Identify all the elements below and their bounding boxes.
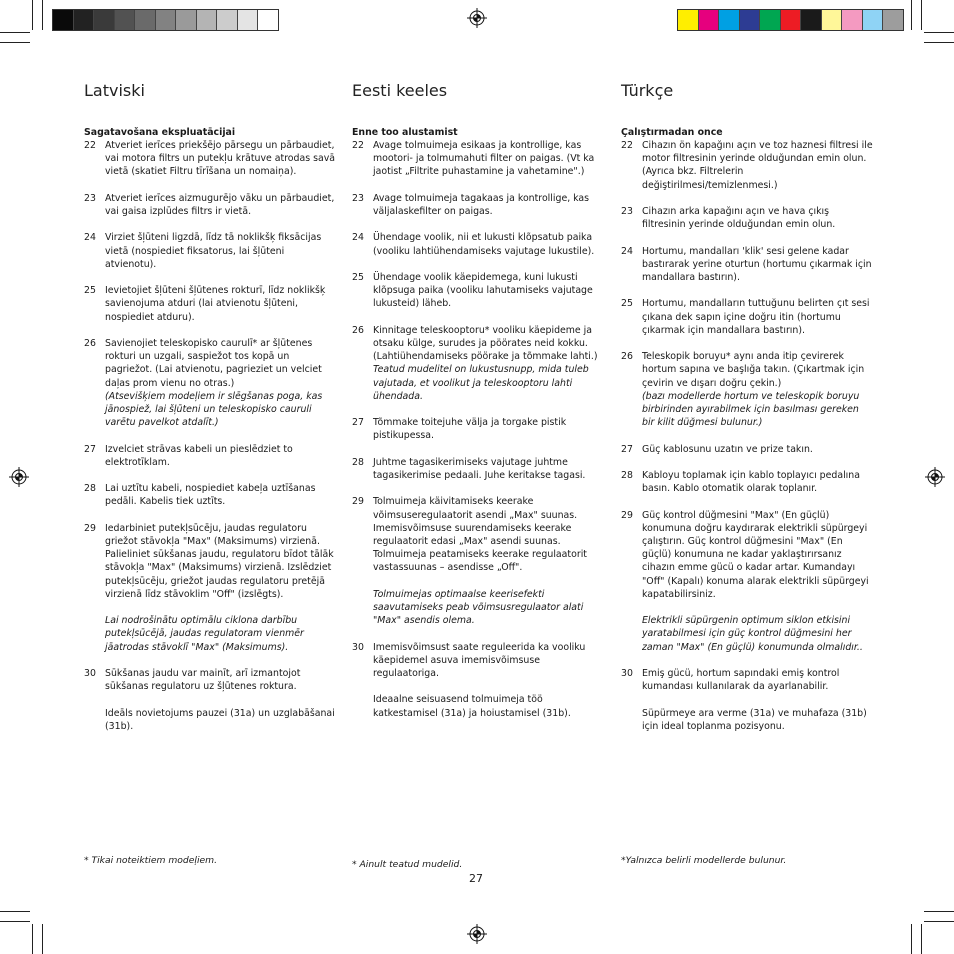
- step-text: Ideaalne seisuasend tolmuimeja töö katkestamisel (31a) ja hoiustamisel (31b).: [373, 694, 571, 719]
- crop-mark-top-right-v: [921, 0, 922, 30]
- color-swatch: [863, 10, 884, 30]
- step-number: 30: [352, 641, 364, 653]
- step-number: 30: [84, 667, 96, 679]
- crop-mark-bottom-left-h2: [0, 911, 30, 912]
- step-note: (bazı modellerde hortum ve teleskopik boruyu birbirinden ayırabilmek için basılması gereken bir kilit düğmesi bulunur.): [642, 390, 860, 429]
- instruction-item: [84, 337, 336, 429]
- crop-mark-top-left-h2: [0, 42, 30, 43]
- instruction-item: [84, 443, 336, 469]
- instruction-item: [84, 231, 336, 271]
- instruction-item: [621, 297, 873, 337]
- step-text: Avage tolmuimeja esikaas ja kontrollige, kas mootori- ja tolmumahuti filter on paigas. (Vt ka jaotist „Filtrite puhastamine ja vahetamine".): [373, 140, 595, 178]
- grayscale-swatch: [156, 10, 177, 30]
- color-swatch: [842, 10, 863, 30]
- step-text: Ievietojiet šļūteni šļūtenes rokturī, līdz noklikšķ savienojuma atduri (lai atvienotu šļūteni, nospiediet atduru).: [105, 285, 326, 323]
- instruction-item: [621, 205, 873, 231]
- step-text: Güç kablosunu uzatın ve prize takın.: [642, 443, 813, 455]
- color-swatch: [801, 10, 822, 30]
- step-text: Süpürmeye ara verme (31a) ve muhafaza (31b) için ideal toplanma pozisyonu.: [642, 707, 867, 732]
- column-latvian: [84, 78, 336, 746]
- step-note: Teatud mudelitel on lukustusnupp, mida tuleb vajutada, et voolikut ja teleskooptoru lahti ühendada.: [373, 364, 589, 402]
- step-number: 24: [84, 232, 96, 244]
- step-text: Teleskopik boruyu* aynı anda itip çevirerek hortum sapına ve başlığa takın. (Çıkartmak için çevirin ve dışarı doğru çekin.): [642, 351, 865, 389]
- step-text: Cihazın arka kapağını açın ve hava çıkış filtresinin yerinde olduğundan emin olun.: [642, 206, 836, 231]
- step-number: 24: [621, 245, 633, 257]
- step-note: Lai nodrošinātu optimālu ciklona darbību putekļsūcējā, jaudas regulatoram vienmēr jāatrodas stāvoklī "Max" (Maksimums).: [105, 615, 304, 653]
- registration-mark-bottom-icon: [467, 924, 487, 944]
- step-number: 26: [84, 337, 96, 349]
- step-text: Lai uztītu kabeli, nospiediet kabeļa uztīšanas pedāli. Kabelis tiek uztīts.: [105, 483, 316, 508]
- instruction-item: [621, 443, 873, 456]
- registration-mark-right-icon: [925, 467, 945, 487]
- step-text: Tõmmake toitejuhe välja ja torgake pistik pistikupessa.: [373, 417, 567, 442]
- step-note: Tolmuimejas optimaalse keerisefekti saavutamiseks peab võimsusregulaator alati "Max" asendis olema.: [373, 588, 584, 627]
- instruction-item: [352, 495, 604, 627]
- instruction-item: [84, 522, 336, 654]
- step-number: 25: [621, 298, 633, 310]
- step-number: 27: [352, 417, 364, 429]
- process-color-bar: [677, 9, 904, 31]
- grayscale-swatch: [217, 10, 238, 30]
- step-number: 25: [352, 271, 364, 283]
- crop-mark-bottom-right-v: [921, 924, 922, 954]
- step-number: 22: [352, 140, 364, 151]
- grayscale-swatch: [94, 10, 115, 30]
- step-number: 22: [84, 140, 96, 151]
- crop-mark-top-right-h: [924, 32, 954, 33]
- step-number: 23: [84, 192, 96, 204]
- step-text: Kabloyu toplamak için kablo toplayıcı pedalına basın. Kablo otomatik olarak toplanır.: [642, 469, 860, 495]
- registration-mark-top-icon: [467, 8, 487, 28]
- step-number: 23: [352, 192, 364, 204]
- step-number: 29: [84, 522, 96, 534]
- grayscale-swatch: [53, 10, 74, 30]
- instruction-item: [84, 667, 336, 733]
- step-number: 23: [621, 206, 633, 217]
- instruction-item: [84, 139, 336, 179]
- column-estonian: [352, 78, 604, 733]
- instruction-item: [352, 456, 604, 482]
- grayscale-swatch: [176, 10, 197, 30]
- step-number: 27: [84, 443, 96, 455]
- instruction-item: [352, 139, 604, 179]
- step-number: 28: [84, 483, 96, 495]
- color-swatch: [740, 10, 761, 30]
- color-swatch: [781, 10, 802, 30]
- instruction-item: [621, 245, 873, 285]
- step-text: Cihazın ön kapağını açın ve toz haznesi filtresi ile motor filtresinin yerinde olduğundan emin olun. (Ayrıca bkz. Filtrelerin değiştirilmesi/temizlenmesi.): [642, 140, 873, 191]
- instruction-item: [621, 469, 873, 495]
- page-number: 27: [469, 872, 483, 885]
- instruction-item: [84, 192, 336, 218]
- step-text: Hortumu, mandalların tuttuğunu belirten çıt sesi çıkana dek sapın içine doğru itin (hortumu çıkarmak için mandallara bastırın).: [642, 298, 870, 336]
- crop-mark-bottom-left-h: [0, 921, 30, 922]
- section-title: Çalıştırmadan once: [621, 127, 723, 138]
- grayscale-swatch: [135, 10, 156, 30]
- step-text: Ühendage voolik, nii et lukusti klõpsatub paika (vooliku lahtiühendamiseks vajutage lukustile).: [373, 232, 595, 257]
- step-text: Atveriet ierīces priekšējo pārsegu un pārbaudiet, vai motora filtrs un putekļu krātuve atrodas savā vietā (skatiet Filtru tīrīšana un nomaiņa).: [105, 140, 336, 178]
- step-text: Juhtme tagasikerimiseks vajutage juhtme tagasikerimise pedaali. Juhe keritakse tagasi.: [373, 456, 586, 481]
- instruction-item: [84, 482, 336, 508]
- section-title: Enne too alustamist: [352, 127, 458, 138]
- grayscale-swatch: [115, 10, 136, 30]
- language-title: Eesti keeles: [352, 81, 448, 100]
- color-swatch: [719, 10, 740, 30]
- step-number: 22: [621, 140, 633, 151]
- crop-mark-bottom-right-h: [924, 921, 954, 922]
- instruction-item: [352, 324, 604, 403]
- step-text: Atveriet ierīces aizmugurējo vāku un pārbaudiet, vai gaisa izplūdes filtrs ir vietā.: [105, 192, 335, 217]
- instruction-list: [621, 139, 873, 733]
- step-note: Elektrikli süpürgenin optimum siklon etkisini yaratabilmesi için güç kontrol düğmesini her zaman "Max" (En güçlü) konumunda olmalıdır..: [642, 615, 863, 653]
- crop-mark-bottom-left-v2: [42, 924, 43, 954]
- color-swatch: [678, 10, 699, 30]
- color-swatch: [699, 10, 720, 30]
- instruction-item: [352, 416, 604, 442]
- step-text: Savienojiet teleskopisko caurulī* ar šļūtenes rokturi un uzgali, saspiežot tos kopā un pagriežot. (Lai atvienotu, pagrieziet un velciet daļas prom vienu no otras.): [105, 337, 322, 389]
- step-text: Tolmuimeja käivitamiseks keerake võimsuseregulaatorit asendi „Max" suunas. Imemisvõimsuse suurendamiseks keerake regulaatorit edasi „Max" asendi suunas. Tolmuimeja peatamiseks keerake regulaatorit vastassuunas – asendisse „Off".: [373, 496, 587, 574]
- step-text: Izvelciet strāvas kabeli un pieslēdziet to elektrotīklam.: [105, 443, 293, 468]
- instruction-list: [352, 139, 604, 720]
- instruction-item: [621, 139, 873, 192]
- crop-mark-top-left-v: [32, 0, 33, 30]
- footnote-estonian: * Ainult teatud mudelid.: [352, 859, 463, 870]
- crop-mark-top-left-v2: [42, 0, 43, 30]
- step-number: 29: [621, 509, 633, 521]
- crop-mark-bottom-right-v2: [911, 924, 912, 954]
- grayscale-color-bar: [52, 9, 279, 31]
- crop-mark-top-right-h2: [924, 42, 954, 43]
- column-turkish: [621, 78, 873, 746]
- language-title: Latviski: [84, 81, 145, 100]
- step-text: Ideāls novietojums pauzei (31a) un uzglabāšanai (31b).: [105, 707, 335, 732]
- step-text: Emiş gücü, hortum sapındaki emiş kontrol kumandası kullanılarak da ayarlanabilir.: [642, 667, 840, 693]
- step-number: 27: [621, 443, 633, 455]
- instruction-item: [621, 509, 873, 654]
- color-swatch: [883, 10, 903, 30]
- step-number: 26: [621, 351, 633, 363]
- step-text: Iedarbiniet putekļsūcēju, jaudas regulatoru griežot stāvokļa "Max" (Maksimums) virzienā. Palieliniet sūkšanas jaudu, regulatoru bīdot tālāk stāvokļa "Max" (Maksimums) virzienā. Izslēdziet putekļsūcēju, griežot jaudas regulatoru pretējā virzienā līdz stāvoklim "Off" (izslēgts).: [105, 522, 334, 600]
- footnote-turkish: *Yalnızca belirli modellerde bulunur.: [621, 855, 787, 866]
- section-title: Sagatavošana ekspluatācijai: [84, 127, 236, 138]
- step-note: (Atsevišķiem modeļiem ir slēgšanas poga, kas jānospiež, lai šļūteni un teleskopisko cauruli varētu pavelkot atdalīt.): [105, 390, 323, 429]
- instruction-list: [84, 139, 336, 733]
- step-number: 29: [352, 496, 364, 508]
- step-text: Imemisvõimsust saate reguleerida ka vooliku käepidemel asuva imemisvõimsuse regulaatoriga.: [373, 641, 586, 679]
- instruction-item: [352, 271, 604, 311]
- instruction-item: [621, 350, 873, 429]
- step-text: Sūkšanas jaudu var mainīt, arī izmantojot sūkšanas regulatoru uz šļūtenes roktura.: [105, 667, 301, 693]
- step-number: 25: [84, 285, 96, 297]
- footnote-latvian: * Tikai noteiktiem modeļiem.: [84, 855, 218, 866]
- instruction-item: [84, 284, 336, 324]
- grayscale-swatch: [258, 10, 278, 30]
- step-number: 30: [621, 667, 633, 679]
- step-text: Avage tolmuimeja tagakaas ja kontrollige, kas väljalaskefilter on paigas.: [373, 192, 590, 217]
- step-text: Kinnitage teleskooptoru* vooliku käepideme ja otsaku külge, surudes ja pöörates neid kokku. (Lahtiühendamiseks pöörake ja tõmmake lahti.): [373, 324, 598, 363]
- color-swatch: [760, 10, 781, 30]
- step-number: 28: [621, 469, 633, 481]
- step-number: 24: [352, 232, 364, 244]
- instruction-item: [352, 231, 604, 257]
- step-number: 28: [352, 456, 364, 468]
- crop-mark-bottom-right-h2: [924, 911, 954, 912]
- registration-mark-left-icon: [9, 467, 29, 487]
- step-text: Güç kontrol düğmesini "Max" (En güçlü) konumuna doğru kaydırarak elektrikli süpürgeyi çalıştırın. Güç kontrol düğmesini "Max" (En güçlü) konumuna ne kadar yaklaştırırsanız cihazın emme gücü o kadar artar. Kumandayı "Off" (Kapalı) konuma alarak elektrikli süpürgeyi kapatabilirsiniz.: [642, 509, 869, 600]
- step-text: Hortumu, mandalları 'klik' sesi gelene kadar bastırarak yerine oturtun (hortumu çıkarmak için mandallara bastırın).: [642, 245, 872, 283]
- color-swatch: [822, 10, 843, 30]
- grayscale-swatch: [197, 10, 218, 30]
- instruction-item: [352, 192, 604, 218]
- crop-mark-bottom-left-v: [32, 924, 33, 954]
- instruction-item: [352, 641, 604, 720]
- crop-mark-top-left-h: [0, 32, 30, 33]
- crop-mark-top-right-v2: [911, 0, 912, 30]
- grayscale-swatch: [238, 10, 259, 30]
- step-text: Ühendage voolik käepidemega, kuni lukusti klõpsuga paika (vooliku lahutamiseks vajutage lukusteid) läheb.: [373, 271, 593, 310]
- step-text: Virziet šļūteni ligzdā, līdz tā noklikšķ fiksācijas vietā (nospiediet fiksatorus, lai šļūteni atvienotu).: [105, 232, 322, 270]
- instruction-item: [621, 667, 873, 733]
- step-number: 26: [352, 324, 364, 336]
- grayscale-swatch: [74, 10, 95, 30]
- language-title: Türkçe: [621, 81, 674, 100]
